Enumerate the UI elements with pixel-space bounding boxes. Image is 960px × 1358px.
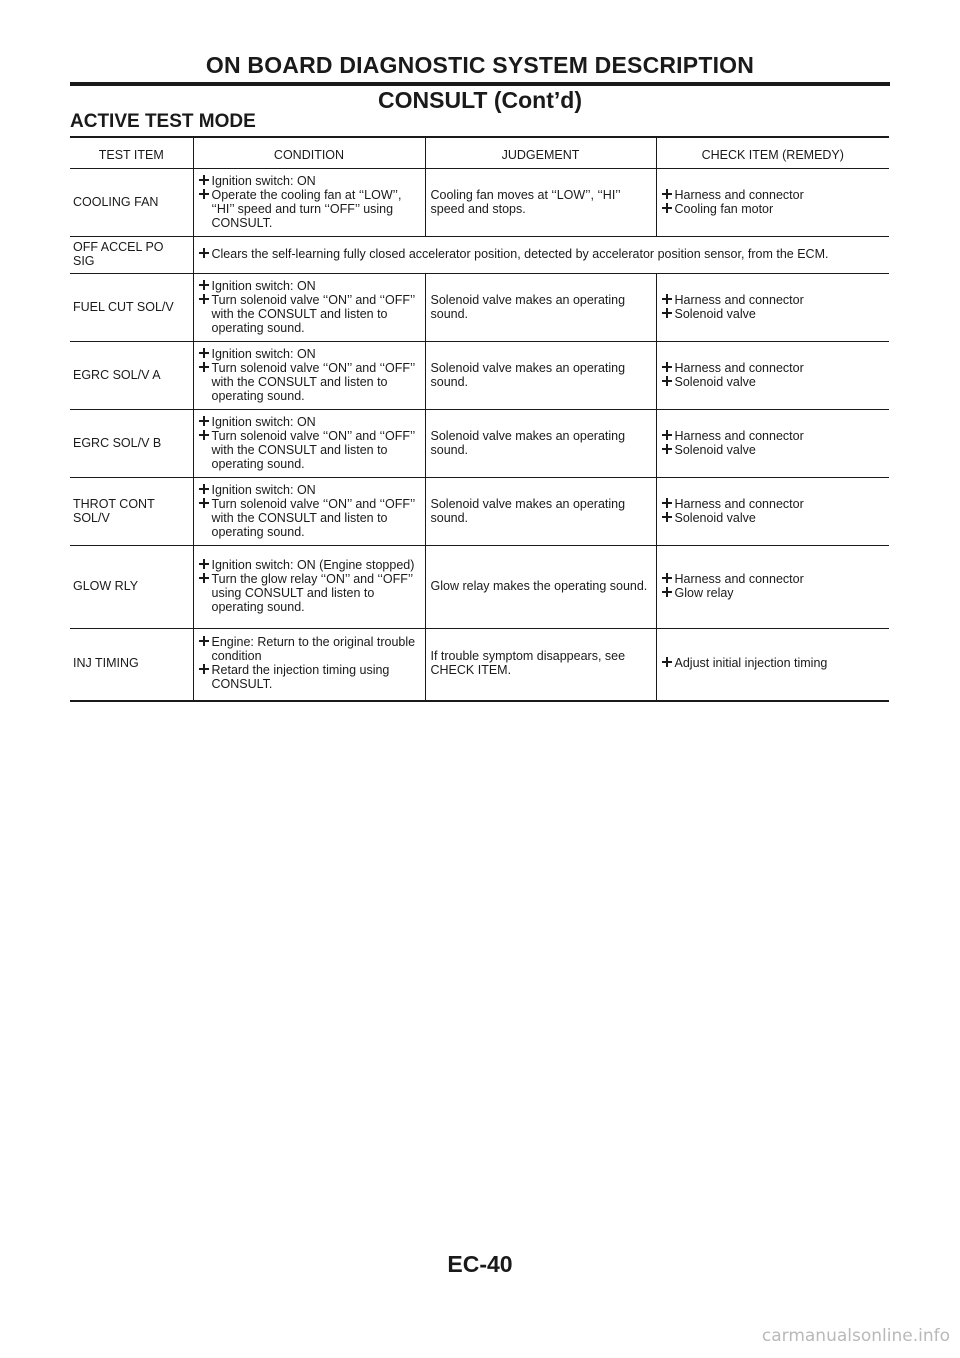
header-rule [70, 82, 890, 86]
condition-cell [193, 410, 425, 478]
condition-bullet: Ignition switch: ON [199, 483, 419, 497]
condition-bullet: Operate the cooling fan at ‘‘LOW’’, ‘‘HI’’ speed and turn ‘‘OFF’’ using CONSULT. [199, 188, 419, 230]
check-bullet: Harness and connector [662, 361, 884, 375]
check-bullet: Solenoid valve [662, 375, 884, 389]
test-item-cell: OFF ACCEL PO SIG [70, 237, 193, 274]
condition-cell [193, 478, 425, 546]
check-item-cell [656, 169, 889, 237]
test-item-cell: THROT CONT SOL/V [70, 478, 193, 546]
page-number: EC-40 [447, 1251, 513, 1277]
condition-cell [193, 169, 425, 237]
condition-bullet: Ignition switch: ON (Engine stopped) [199, 558, 419, 572]
judgement-cell: Cooling fan moves at ‘‘LOW’’, ‘‘HI’’ speed and stops. [425, 169, 656, 237]
section-title: ACTIVE TEST MODE [70, 111, 256, 132]
condition-cell [193, 546, 425, 629]
check-item-cell [656, 546, 889, 629]
check-item-cell [656, 342, 889, 410]
condition-bullet: Turn the glow relay ‘‘ON’’ and ‘‘OFF’’ using CONSULT and listen to operating sound. [199, 572, 419, 614]
page-header-title: ON BOARD DIAGNOSTIC SYSTEM DESCRIPTION [205, 52, 755, 78]
table-row [70, 478, 889, 546]
test-item-cell: EGRC SOL/V A [70, 342, 193, 410]
condition-bullet: Ignition switch: ON [199, 415, 419, 429]
condition-bullet: Engine: Return to the original trouble condition [199, 635, 419, 663]
condition-bullet: Clears the self-learning fully closed accelerator position, detected by accelerator position sensor, from the ECM. [199, 247, 884, 261]
active-test-table [70, 136, 889, 702]
check-bullet: Harness and connector [662, 429, 884, 443]
condition-bullet: Retard the injection timing using CONSULT. [199, 663, 419, 691]
judgement-cell: Solenoid valve makes an operating sound. [425, 342, 656, 410]
column-header: CONDITION [193, 137, 425, 169]
test-item-cell: FUEL CUT SOL/V [70, 274, 193, 342]
check-bullet: Glow relay [662, 586, 884, 600]
condition-bullet: Turn solenoid valve ‘‘ON’’ and ‘‘OFF’’ with the CONSULT and listen to operating sound. [199, 361, 419, 403]
page-header-subtitle: CONSULT (Cont’d) [378, 87, 582, 113]
watermark: carmanualsonline.info [761, 1326, 950, 1346]
condition-bullet: Turn solenoid valve ‘‘ON’’ and ‘‘OFF’’ with the CONSULT and listen to operating sound. [199, 429, 419, 471]
condition-bullet: Ignition switch: ON [199, 347, 419, 361]
column-header: TEST ITEM [70, 137, 193, 169]
check-item-cell [656, 410, 889, 478]
column-header: CHECK ITEM (REMEDY) [656, 137, 889, 169]
test-item-cell: INJ TIMING [70, 629, 193, 701]
check-item-cell [656, 478, 889, 546]
table-row [70, 169, 889, 237]
full-width-cell [193, 237, 889, 274]
test-item-cell: COOLING FAN [70, 169, 193, 237]
table-row [70, 546, 889, 629]
condition-cell [193, 629, 425, 701]
table-row [70, 629, 889, 701]
table-row [70, 410, 889, 478]
check-bullet: Solenoid valve [662, 511, 884, 525]
test-item-cell: GLOW RLY [70, 546, 193, 629]
check-bullet: Cooling fan motor [662, 202, 884, 216]
condition-bullet: Ignition switch: ON [199, 279, 419, 293]
table-row [70, 237, 889, 274]
judgement-cell: Solenoid valve makes an operating sound. [425, 274, 656, 342]
check-item-cell [656, 274, 889, 342]
condition-bullet: Turn solenoid valve ‘‘ON’’ and ‘‘OFF’’ with the CONSULT and listen to operating sound. [199, 497, 419, 539]
condition-cell [193, 274, 425, 342]
check-item-cell [656, 629, 889, 701]
check-bullet: Adjust initial injection timing [662, 656, 884, 670]
check-bullet: Solenoid valve [662, 443, 884, 457]
test-item-cell: EGRC SOL/V B [70, 410, 193, 478]
judgement-cell: Solenoid valve makes an operating sound. [425, 478, 656, 546]
condition-bullet: Ignition switch: ON [199, 174, 419, 188]
table-row [70, 274, 889, 342]
judgement-cell: Solenoid valve makes an operating sound. [425, 410, 656, 478]
check-bullet: Solenoid valve [662, 307, 884, 321]
check-bullet: Harness and connector [662, 572, 884, 586]
table-row [70, 342, 889, 410]
condition-cell [193, 342, 425, 410]
column-header: JUDGEMENT [425, 137, 656, 169]
judgement-cell: If trouble symptom disappears, see CHECK ITEM. [425, 629, 656, 701]
check-bullet: Harness and connector [662, 188, 884, 202]
judgement-cell: Glow relay makes the operating sound. [425, 546, 656, 629]
condition-bullet: Turn solenoid valve ‘‘ON’’ and ‘‘OFF’’ with the CONSULT and listen to operating sound. [199, 293, 419, 335]
table-header-row [70, 137, 889, 169]
check-bullet: Harness and connector [662, 293, 884, 307]
check-bullet: Harness and connector [662, 497, 884, 511]
